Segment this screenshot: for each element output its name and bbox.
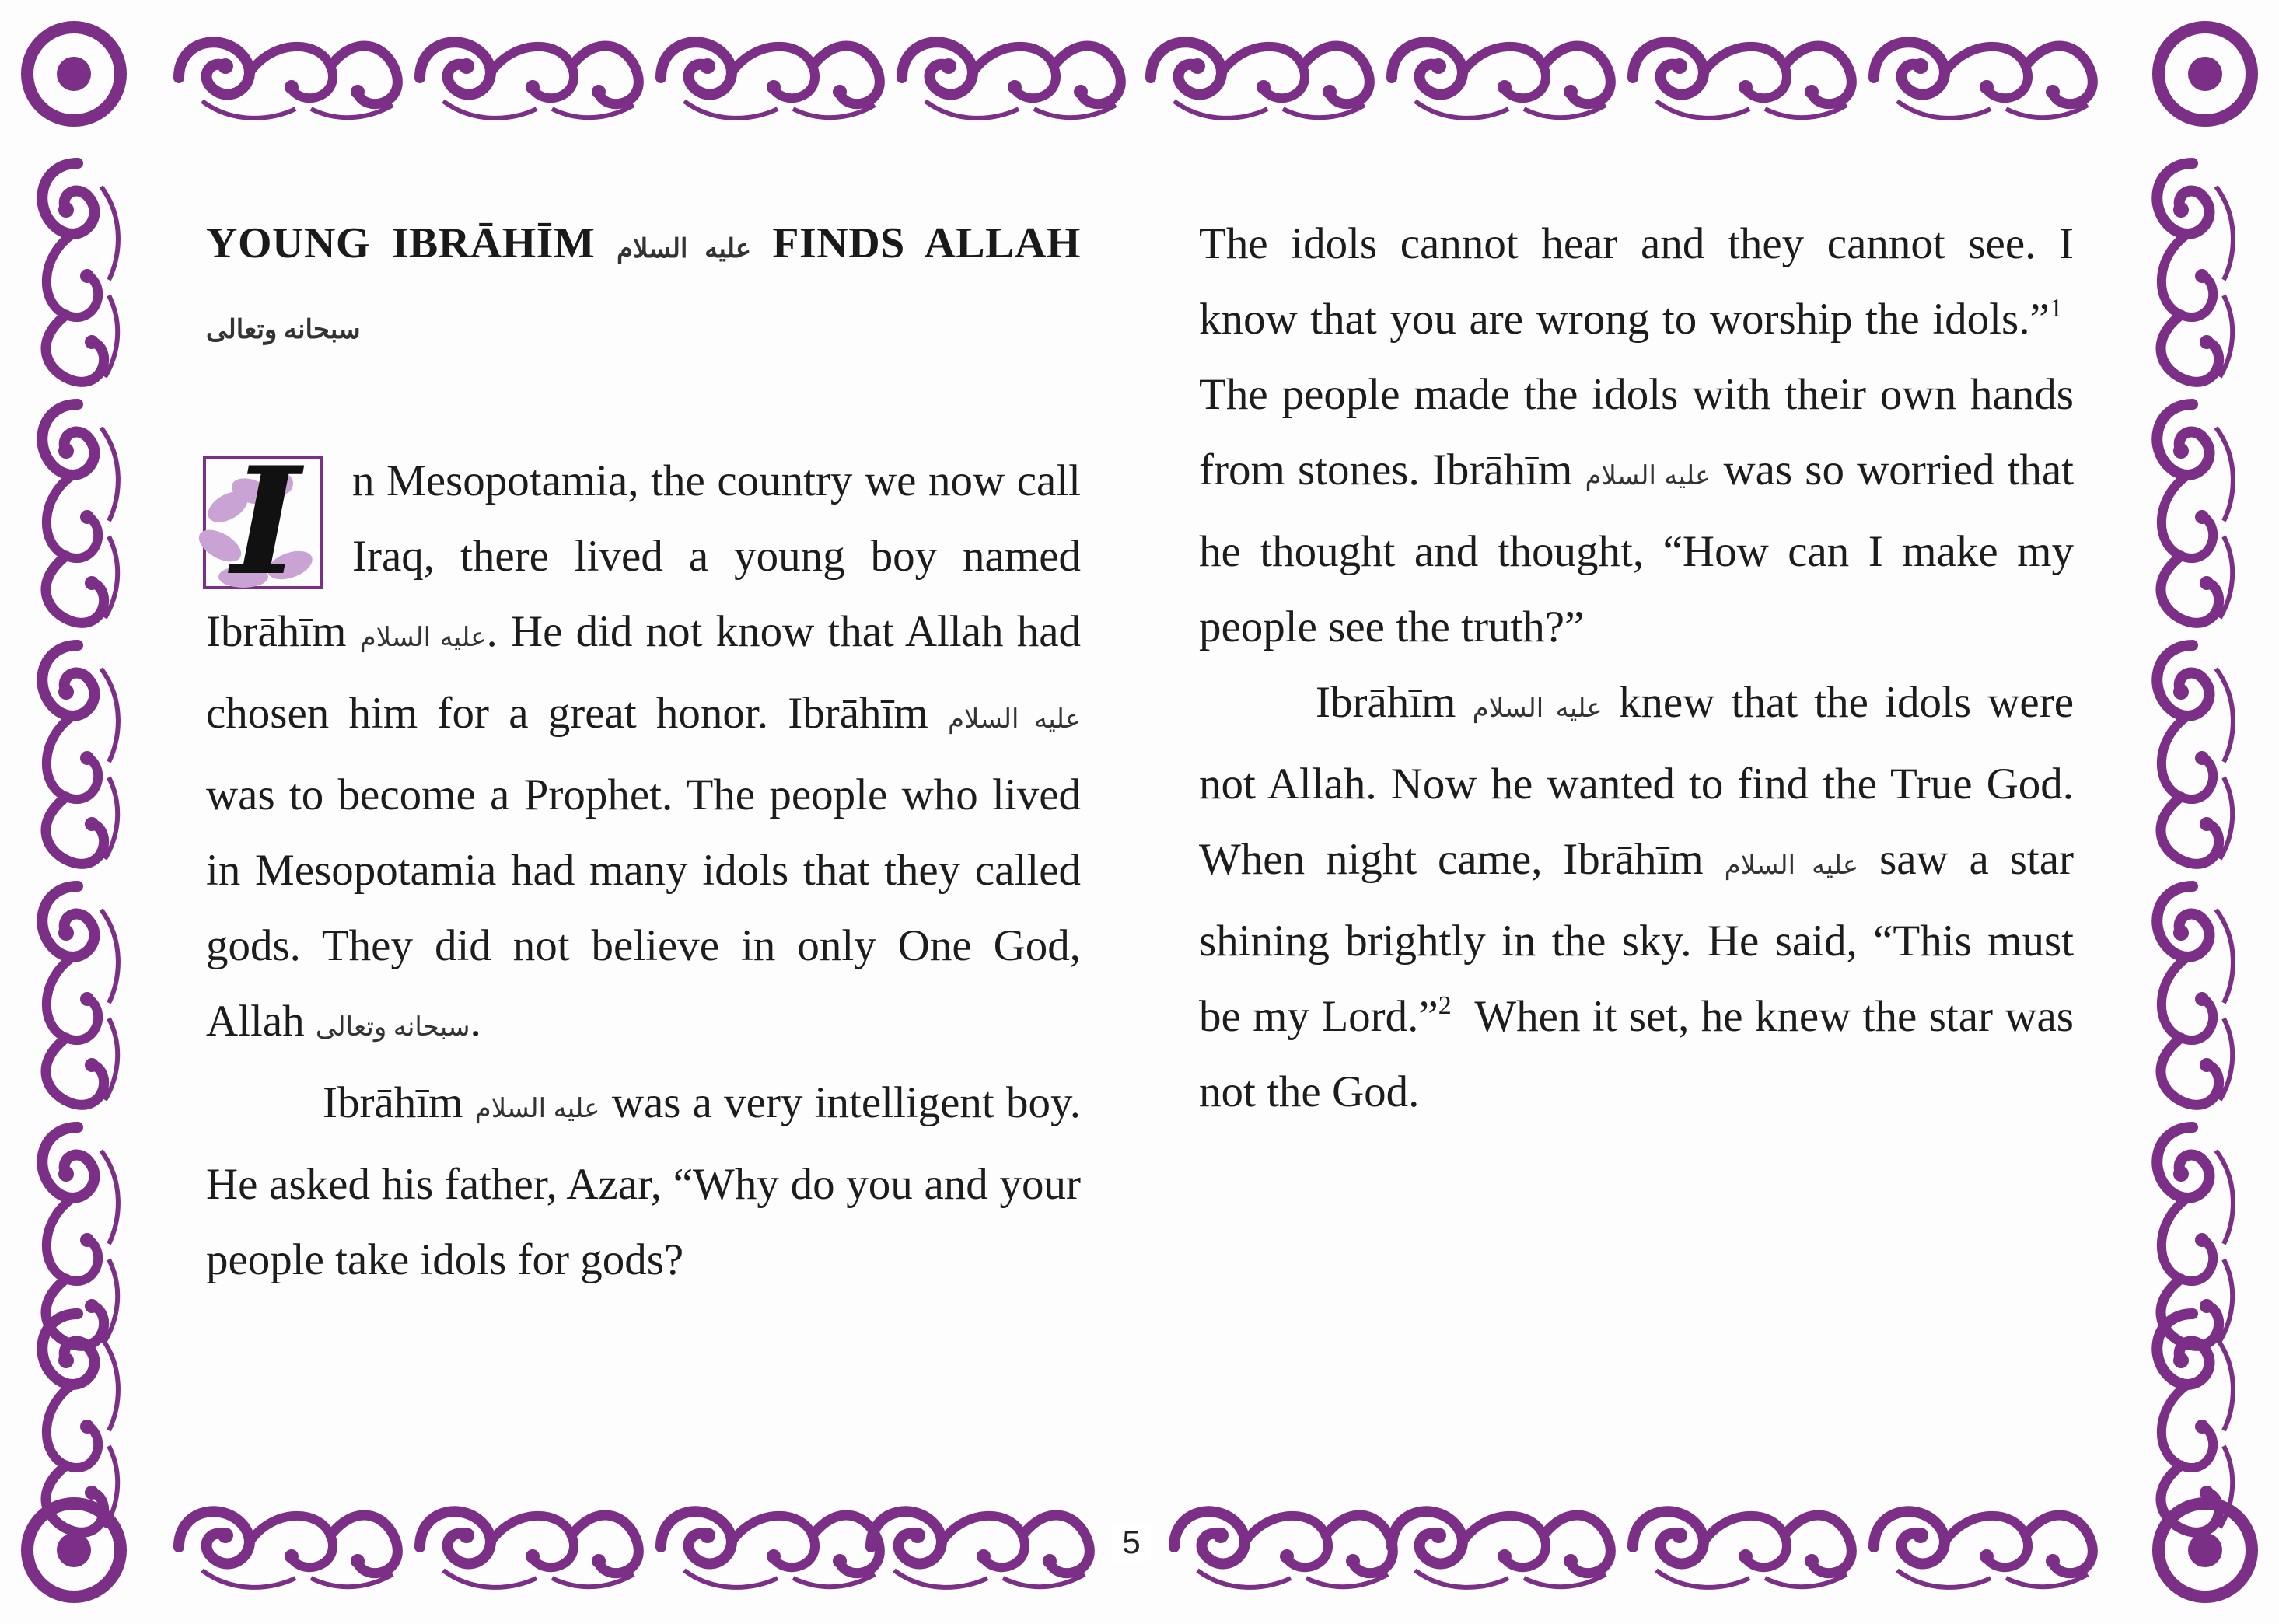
text-span: knew that the idols were not Allah. Now he wanted to find the True God. When night came, Ibrāhīm xyxy=(1199,678,2075,884)
pbuh-honorific: عليه السلام xyxy=(1585,462,1711,491)
text-span: Ibrāhīm xyxy=(1316,678,1456,727)
page-number: 5 xyxy=(1112,1524,1151,1561)
pbuh-honorific: عليه السلام xyxy=(616,235,752,264)
paragraph-3 xyxy=(1199,206,2074,665)
drop-cap-letter: I xyxy=(231,435,301,608)
text-span: The idols cannot hear and they cannot see. I know that you are wrong to worship the idols.” xyxy=(1199,219,2074,344)
pbuh-honorific: عليه السلام xyxy=(947,705,1081,734)
drop-cap xyxy=(197,435,335,608)
text-span: n Mesopotamia, the country we now call Iraq, there lived a young boy named Ibrāhīm xyxy=(206,456,1081,656)
pbuh-honorific: عليه السلام xyxy=(1472,694,1603,723)
text-span: was to become a Prophet. The people who lived in Mesopotamia had many idols that they called gods. They did not believe in only One God, Allah xyxy=(206,770,1081,1046)
page-title xyxy=(206,206,1081,368)
text-span: was so worried that he thought and thought, “How can I make my people see the truth?” xyxy=(1199,445,2075,651)
pbuh-honorific: عليه السلام xyxy=(359,623,487,652)
pbuh-honorific: عليه السلام xyxy=(1724,851,1859,880)
right-column xyxy=(1199,206,2074,1130)
swt-honorific: سبحانه وتعالى xyxy=(206,316,361,344)
footnote-marker-1: 1 xyxy=(2049,294,2063,323)
swt-honorific: سبحانه وتعالى xyxy=(315,1013,470,1042)
pbuh-honorific: عليه السلام xyxy=(474,1095,600,1123)
text-span: saw a star shining brightly in the sky. He said, “This must be my Lord.” xyxy=(1199,835,2075,1041)
paragraph-4 xyxy=(1199,665,2074,1130)
text-span: was a very intelligent boy. He asked his father, Azar, “Why do you and your people take idols for gods? xyxy=(206,1078,1082,1284)
text-span: . He did not know that Allah had chosen him for a great honor. Ibrāhīm xyxy=(206,607,1081,738)
left-column xyxy=(206,206,1081,1297)
footnote-marker-2: 2 xyxy=(1438,991,1452,1020)
text-span: . xyxy=(470,997,481,1046)
paragraph-1 xyxy=(206,435,1081,1065)
text-span: Ibrāhīm xyxy=(323,1078,463,1127)
text-span: The people made the idols with their own hands from stones. Ibrāhīm xyxy=(1199,370,2074,494)
paragraph-2 xyxy=(206,1065,1081,1297)
text-span: When it set, he knew the star was not the God. xyxy=(1199,992,2074,1116)
title-part-1: YOUNG IBRĀHĪM xyxy=(206,219,596,267)
title-part-2: FINDS ALLAH xyxy=(772,219,1081,267)
